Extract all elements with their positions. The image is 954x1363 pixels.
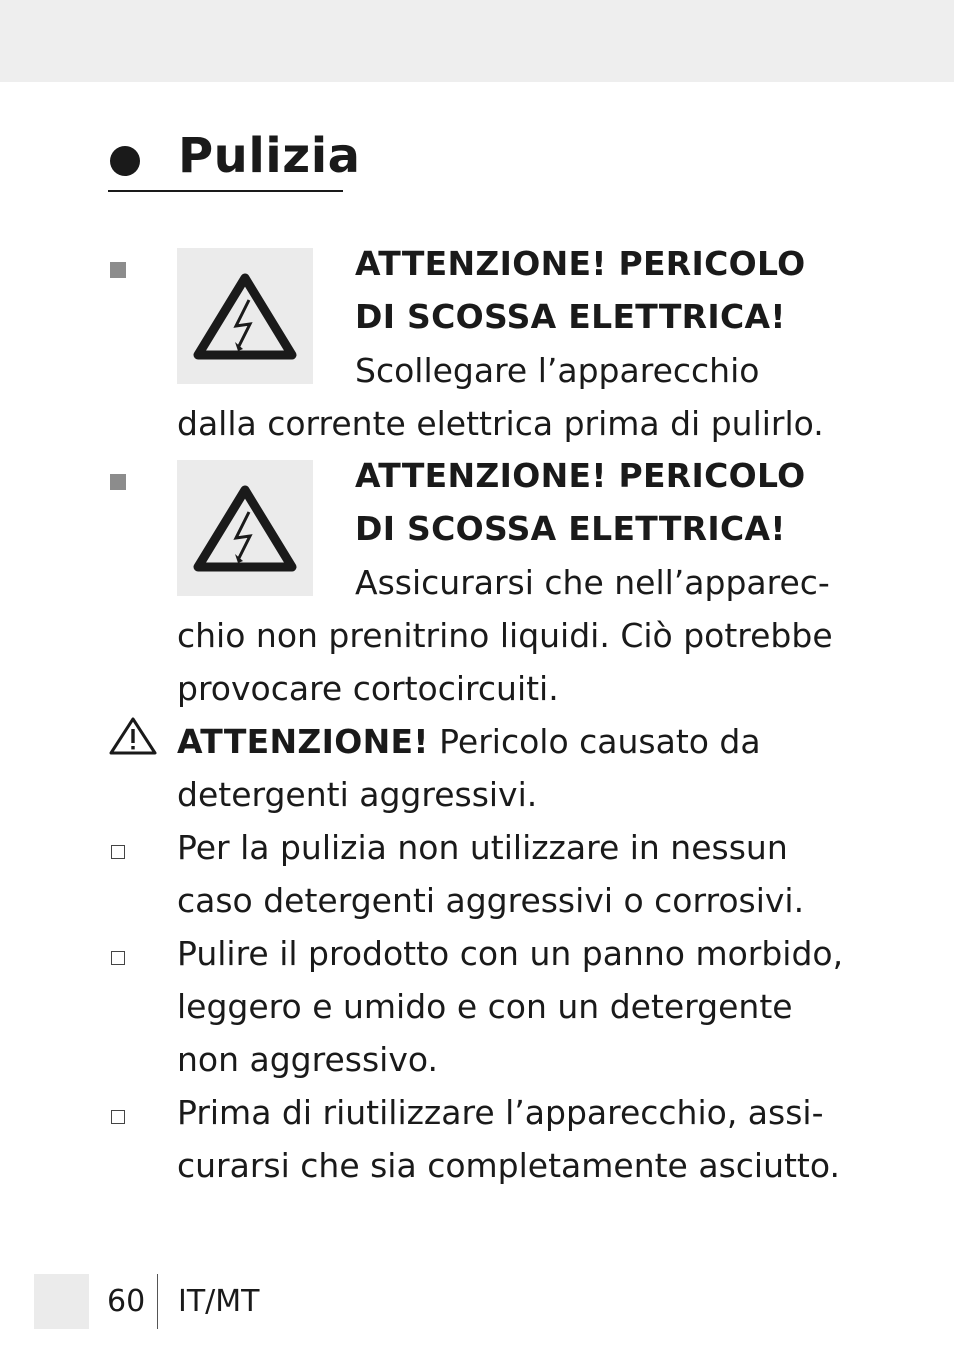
language-code: IT/MT <box>178 1284 260 1319</box>
section-heading <box>108 126 361 192</box>
warning-2-title-line1: ATTENZIONE! PERICOLO <box>355 456 806 495</box>
warning-1-body-line2: dalla corrente elettrica prima di pulirlo. <box>177 404 824 443</box>
step-1-line2: caso detergenti aggressivi o corrosivi. <box>177 881 805 920</box>
square-bullet-icon <box>110 474 126 490</box>
warning-2-body-line3: provocare cortocircuiti. <box>177 669 559 708</box>
bullet-dot-icon <box>110 146 140 176</box>
caution-text: Pericolo causato da <box>428 722 761 761</box>
checkbox-bullet-icon <box>111 845 125 859</box>
footer-divider <box>157 1274 158 1329</box>
electric-shock-warning-icon <box>177 460 313 596</box>
caution-line1 <box>177 715 761 768</box>
footer-marker <box>34 1274 89 1329</box>
warning-2-title-line2: DI SCOSSA ELETTRICA! <box>355 509 786 548</box>
step-2-line2: leggero e umido e con un detergente <box>177 987 793 1026</box>
step-2-line1: Pulire il prodotto con un panno morbido, <box>177 934 844 973</box>
page-title: Pulizia <box>178 128 361 184</box>
step-1-line1: Per la pulizia non utilizzare in nessun <box>177 828 788 867</box>
warning-2-body-line1: Assicurarsi che nell’apparec- <box>355 563 830 602</box>
warning-1-title-line2: DI SCOSSA ELETTRICA! <box>355 297 786 336</box>
caution-line2: detergenti aggressivi. <box>177 775 538 814</box>
electric-shock-warning-icon <box>177 248 313 384</box>
warning-1-title-line1: ATTENZIONE! PERICOLO <box>355 244 806 283</box>
warning-2-body-line2: chio non prenitrino liquidi. Ciò potrebbe <box>177 616 833 655</box>
step-2-line3: non aggressivo. <box>177 1040 438 1079</box>
step-3-line1: Prima di riutilizzare l’apparecchio, assi- <box>177 1093 824 1132</box>
caution-triangle-icon <box>108 716 158 756</box>
step-3-line2: curarsi che sia completamente asciutto. <box>177 1146 840 1185</box>
header-band <box>0 0 954 82</box>
warning-1-body-line1: Scollegare l’apparecchio <box>355 351 760 390</box>
page-number: 60 <box>107 1284 146 1319</box>
caution-label: ATTENZIONE! <box>177 722 429 761</box>
checkbox-bullet-icon <box>111 951 125 965</box>
square-bullet-icon <box>110 262 126 278</box>
checkbox-bullet-icon <box>111 1110 125 1124</box>
